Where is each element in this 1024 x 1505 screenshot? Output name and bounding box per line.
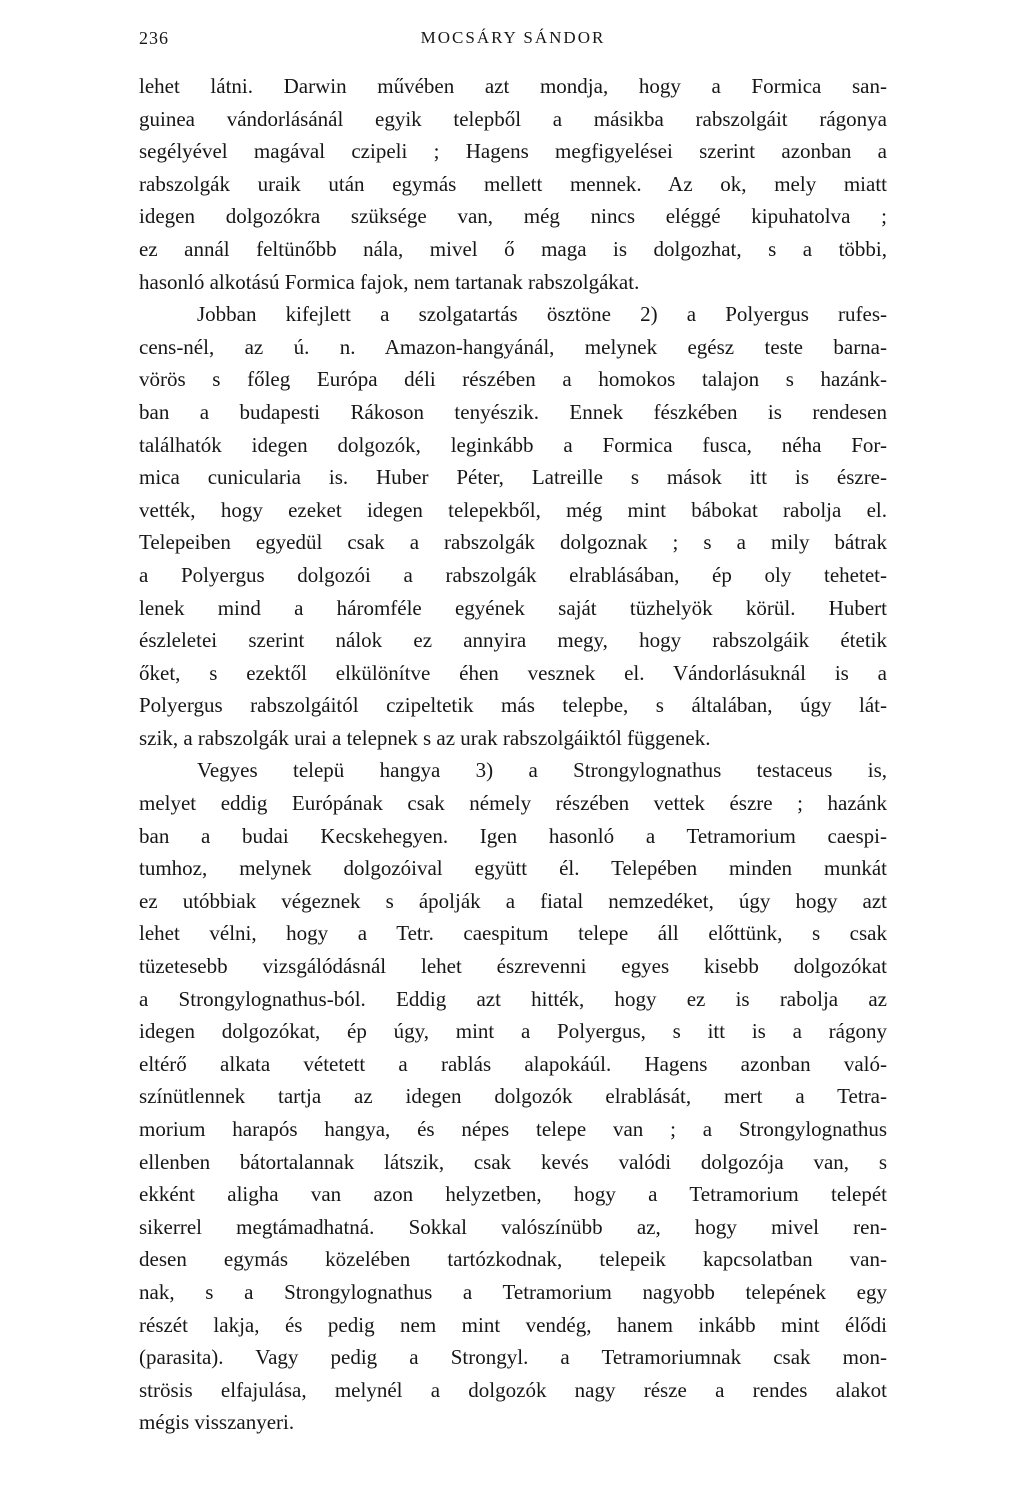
text-line: segélyével magával czipeli ; Hagens megfigyelései szerint azonban a [139,139,887,164]
text-line: hasonló alkotású Formica fajok, nem tartanak rabszolgákat. [139,269,640,294]
text-line: ekként aligha van azon helyzetben, hogy a Tetramorium telepét [139,1182,887,1207]
text-line: vörös s főleg Európa déli részében a homokos talajon s hazánk- [139,367,887,392]
text-line: cens-nél, az ú. n. Amazon-hangyánál, melynek egész teste barna- [139,334,887,359]
text-line: észleletei szerint nálok ez annyira megy, hogy rabszolgáik étetik [139,628,887,653]
text-line: melyet eddig Európának csak némely részében vettek észre ; hazánk [139,791,887,816]
text-line: tüzetesebb vizsgálódásnál lehet észrevenni egyes kisebb dolgozókat [139,954,887,979]
body-text [139,70,887,1439]
text-line: a Polyergus dolgozói a rabszolgák elrablásában, ép oly tehetet- [139,562,887,587]
text-line: desen egymás közelében tartózkodnak, telepeik kapcsolatban van- [139,1247,887,1272]
text-line: ez utóbbiak végeznek s ápolják a fiatal nemzedéket, úgy hogy azt [139,888,887,913]
text-line: guinea vándorlásánál egyik telepből a másikba rabszolgáit rágonya [139,106,887,131]
text-line: eltérő alkata vétetett a rablás alapokáúl. Hagens azonban való- [139,1051,887,1076]
text-line: morium harapós hangya, és népes telepe van ; a Strongylognathus [139,1117,887,1141]
running-head [139,28,887,58]
text-line: Telepeiben egyedül csak a rabszolgák dolgoznak ; s a mily bátrak [139,530,887,555]
text-line: őket, s ezektől elkülönítve éhen vesznek el. Vándorlásuknál is a [139,660,887,685]
page-number: 236 [139,28,169,48]
running-title: MOCSÁRY SÁNDOR [420,28,606,47]
text-line: ez annál feltünőbb nála, mivel ő maga is dolgozhat, s a többi, [139,236,887,261]
text-line: Jobban kifejlett a szolgatartás ösztöne 2) a Polyergus rufes- [197,302,887,327]
text-line: a Strongylognathus-ból. Eddig azt hitték, hogy ez is rabolja az [139,986,887,1011]
text-line: nak, s a Strongylognathus a Tetramorium nagyobb telepének egy [139,1279,887,1304]
text-line: lenek mind a háromféle egyének saját tüzhelyök körül. Hubert [139,595,887,620]
text-line: színütlennek tartja az idegen dolgozók elrablását, mert a Tetra- [139,1084,887,1109]
text-line: lehet látni. Darwin művében azt mondja, hogy a Formica san- [139,74,887,98]
text-line: vették, hogy ezeket idegen telepekből, még mint bábokat rabolja el. [139,497,887,522]
text-line: tumhoz, melynek dolgozóival együtt él. Telepében minden munkát [139,856,887,881]
text-line: sikerrel megtámadhatná. Sokkal valószínübb az, hogy mivel ren- [139,1214,887,1239]
text-line: szik, a rabszolgák urai a telepnek s az urak rabszolgáiktól függenek. [139,725,711,750]
text-line: ban a budapesti Rákoson tenyészik. Ennek fészkében is rendesen [139,399,887,424]
text-line: Vegyes telepü hangya 3) a Strongylognathus testaceus is, [197,758,887,783]
text-line: idegen dolgozókra szüksége van, még nincs eléggé kipuhatolva ; [139,204,887,229]
text-line: (parasita). Vagy pedig a Strongyl. a Tetramoriumnak csak mon- [139,1345,887,1370]
text-line: ellenben bátortalannak látszik, csak kevés valódi dolgozója van, s [139,1149,887,1174]
text-line: ban a budai Kecskehegyen. Igen hasonló a Tetramorium caespi- [139,823,887,848]
text-line: találhatók idegen dolgozók, leginkább a Formica fusca, néha For- [139,432,887,457]
text-line: részét lakja, és pedig nem mint vendég, hanem inkább mint élődi [139,1312,887,1337]
text-line: Polyergus rabszolgáitól czipeltetik más telepbe, s általában, úgy lát- [139,693,887,718]
text-line: idegen dolgozókat, ép úgy, mint a Polyergus, s itt is a rágony [139,1019,887,1044]
text-line: mégis visszanyeri. [139,1410,295,1435]
text-line: mica cunicularia is. Huber Péter, Latreille s mások itt is észre- [139,465,887,490]
text-line: lehet vélni, hogy a Tetr. caespitum telepe áll előttünk, s csak [139,921,887,946]
text-line: rabszolgák uraik után egymás mellett mennek. Az ok, mely miatt [139,171,887,196]
text-line: strösis elfajulása, melynél a dolgozók nagy része a rendes alakot [139,1377,887,1402]
